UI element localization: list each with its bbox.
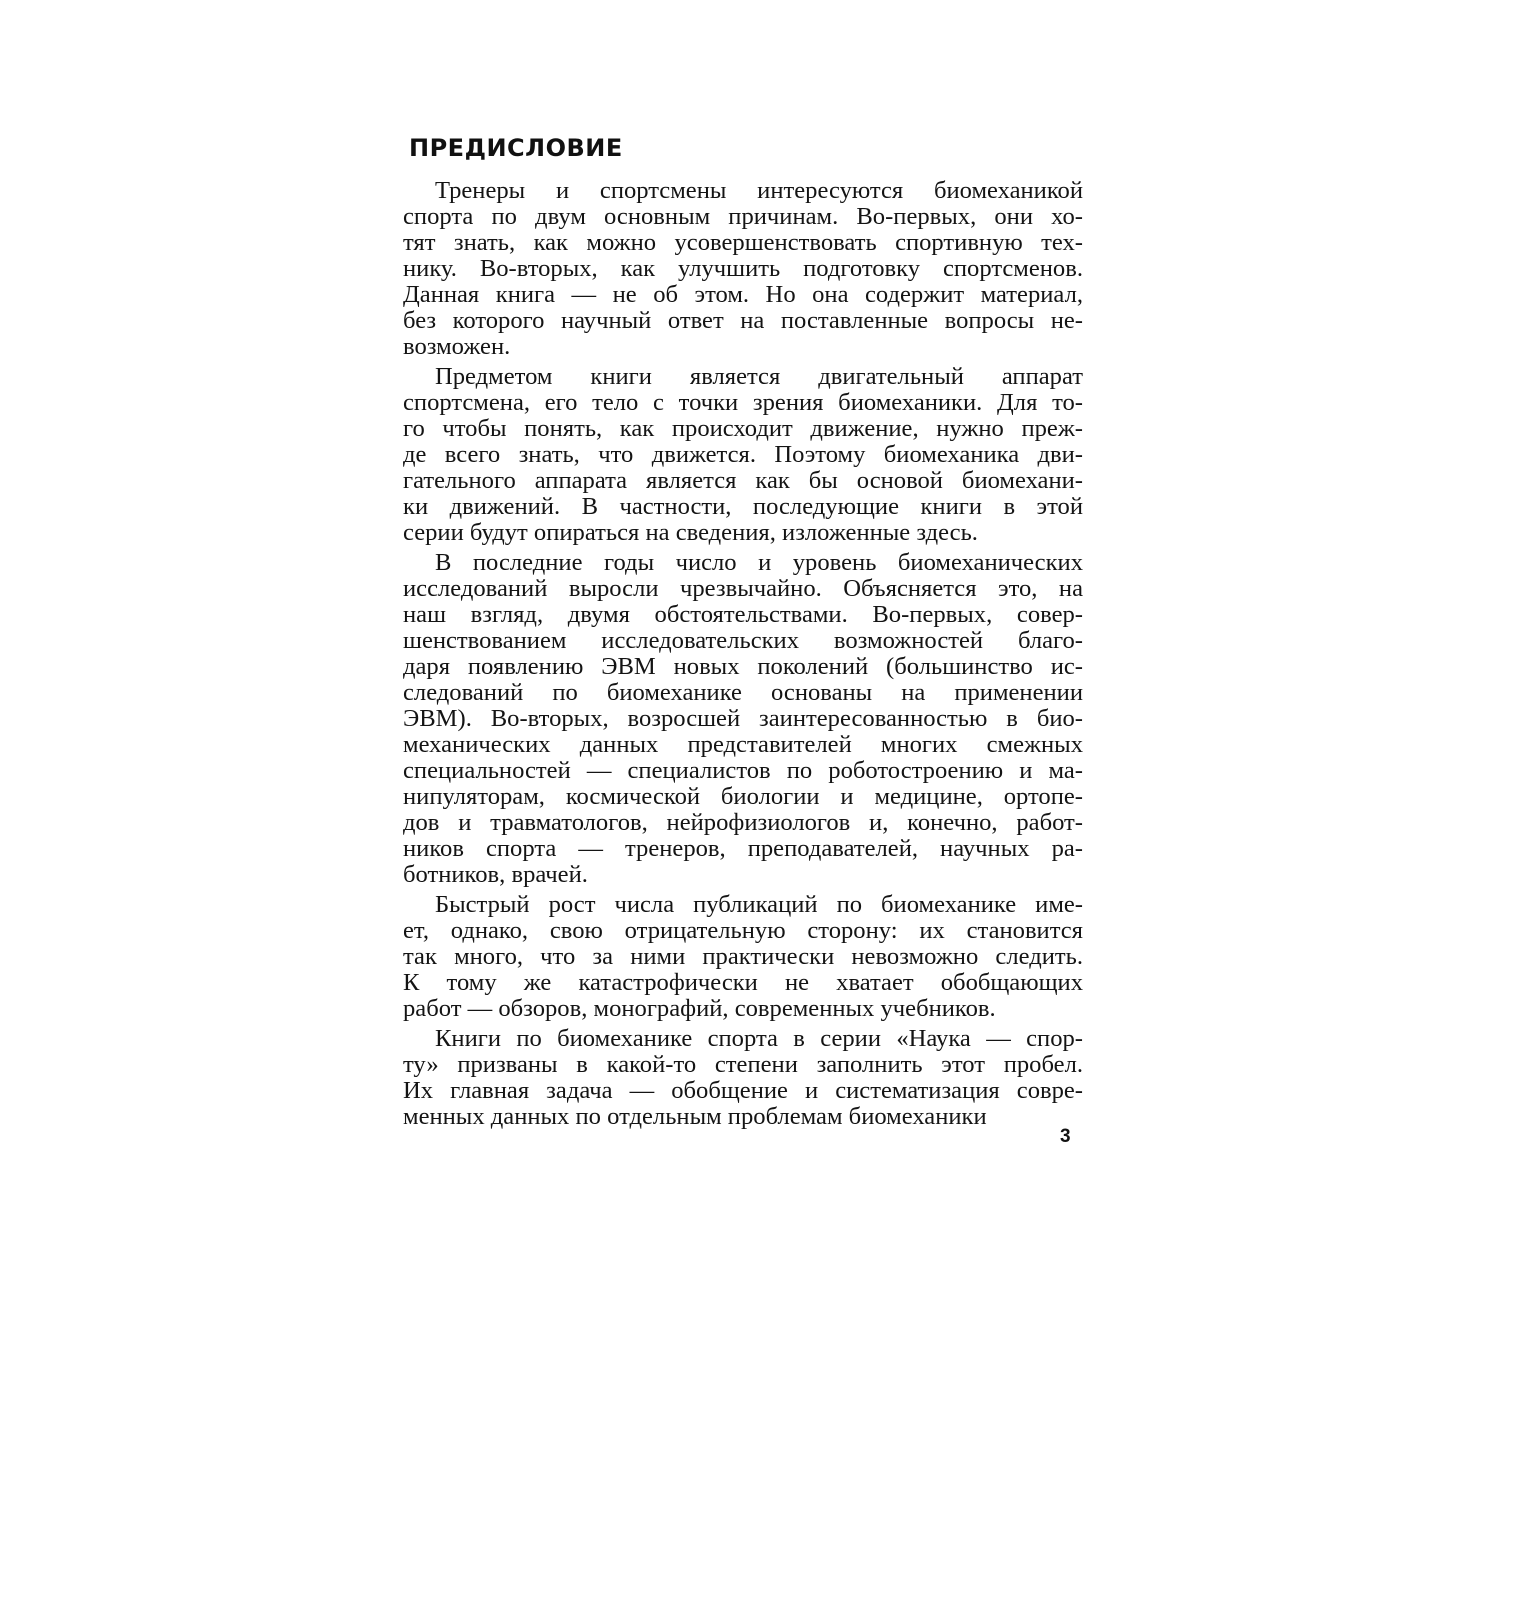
text-line: механических данных представителей многих смежных — [403, 731, 1083, 758]
text-line: Данная книга — не об этом. Но она содержит материал, — [403, 281, 1083, 308]
text-line: дов и травматологов, нейрофизиологов и, конечно, работ- — [403, 809, 1083, 836]
paragraph — [403, 178, 1083, 360]
paragraph — [403, 892, 1083, 1022]
text-line: возможен. — [403, 333, 511, 360]
text-line: ботников, врачей. — [403, 861, 588, 888]
text-line: даря появлению ЭВМ новых поколений (большинство ис- — [403, 653, 1083, 680]
text-line: серии будут опираться на сведения, изложенные здесь. — [403, 519, 978, 546]
paragraph — [403, 1026, 1083, 1130]
text-line: гательного аппарата является как бы основой биомехани- — [403, 467, 1083, 494]
page-heading: ПРЕДИСЛОВИЕ — [409, 134, 623, 162]
page-number: 3 — [1060, 1126, 1071, 1147]
text-line: менных данных по отдельным проблемам биомеханики — [403, 1103, 987, 1130]
text-line: К тому же катастрофически не хватает обобщающих — [403, 969, 1083, 996]
text-line: специальностей — специалистов по роботостроению и ма- — [403, 757, 1083, 784]
text-line: Их главная задача — обобщение и систематизация совре- — [403, 1077, 1083, 1104]
text-line: спорта по двум основным причинам. Во-первых, они хо- — [403, 203, 1083, 230]
text-line: работ — обзоров, монографий, современных учебников. — [403, 995, 996, 1022]
text-line: ки движений. В частности, последующие книги в этой — [403, 493, 1083, 520]
text-line: нику. Во-вторых, как улучшить подготовку спортсменов. — [403, 255, 1083, 282]
text-line: так много, что за ними практически невозможно следить. — [403, 943, 1083, 970]
text-line: В последние годы число и уровень биомеханических — [435, 549, 1083, 576]
text-line: Тренеры и спортсмены интересуются биомеханикой — [435, 177, 1083, 204]
text-line: без которого научный ответ на поставленные вопросы не- — [403, 307, 1083, 334]
text-line: ников спорта — тренеров, преподавателей, научных ра- — [403, 835, 1083, 862]
text-line: Предметом книги является двигательный аппарат — [435, 363, 1083, 390]
text-line: тят знать, как можно усовершенствовать спортивную тех- — [403, 229, 1083, 256]
text-line: следований по биомеханике основаны на применении — [403, 679, 1083, 706]
body-text — [403, 178, 1083, 1134]
text-line: исследований выросли чрезвычайно. Объясняется это, на — [403, 575, 1083, 602]
text-line: шенствованием исследовательских возможностей благо- — [403, 627, 1083, 654]
text-line: Быстрый рост числа публикаций по биомеханике име- — [435, 891, 1083, 918]
text-line: ту» призваны в какой-то степени заполнить этот пробел. — [403, 1051, 1083, 1078]
paragraph — [403, 364, 1083, 546]
text-line: Книги по биомеханике спорта в серии «Наука — спор- — [435, 1025, 1083, 1052]
text-line: наш взгляд, двумя обстоятельствами. Во-первых, совер- — [403, 601, 1083, 628]
text-line: ет, однако, свою отрицательную сторону: их становится — [403, 917, 1083, 944]
text-line: спортсмена, его тело с точки зрения биомеханики. Для то- — [403, 389, 1083, 416]
paragraph — [403, 550, 1083, 888]
text-line: нипуляторам, космической биологии и медицине, ортопе- — [403, 783, 1083, 810]
text-line: ЭВМ). Во-вторых, возросшей заинтересованностью в био- — [403, 705, 1083, 732]
text-line: де всего знать, что движется. Поэтому биомеханика дви- — [403, 441, 1083, 468]
text-line: го чтобы понять, как происходит движение, нужно преж- — [403, 415, 1083, 442]
